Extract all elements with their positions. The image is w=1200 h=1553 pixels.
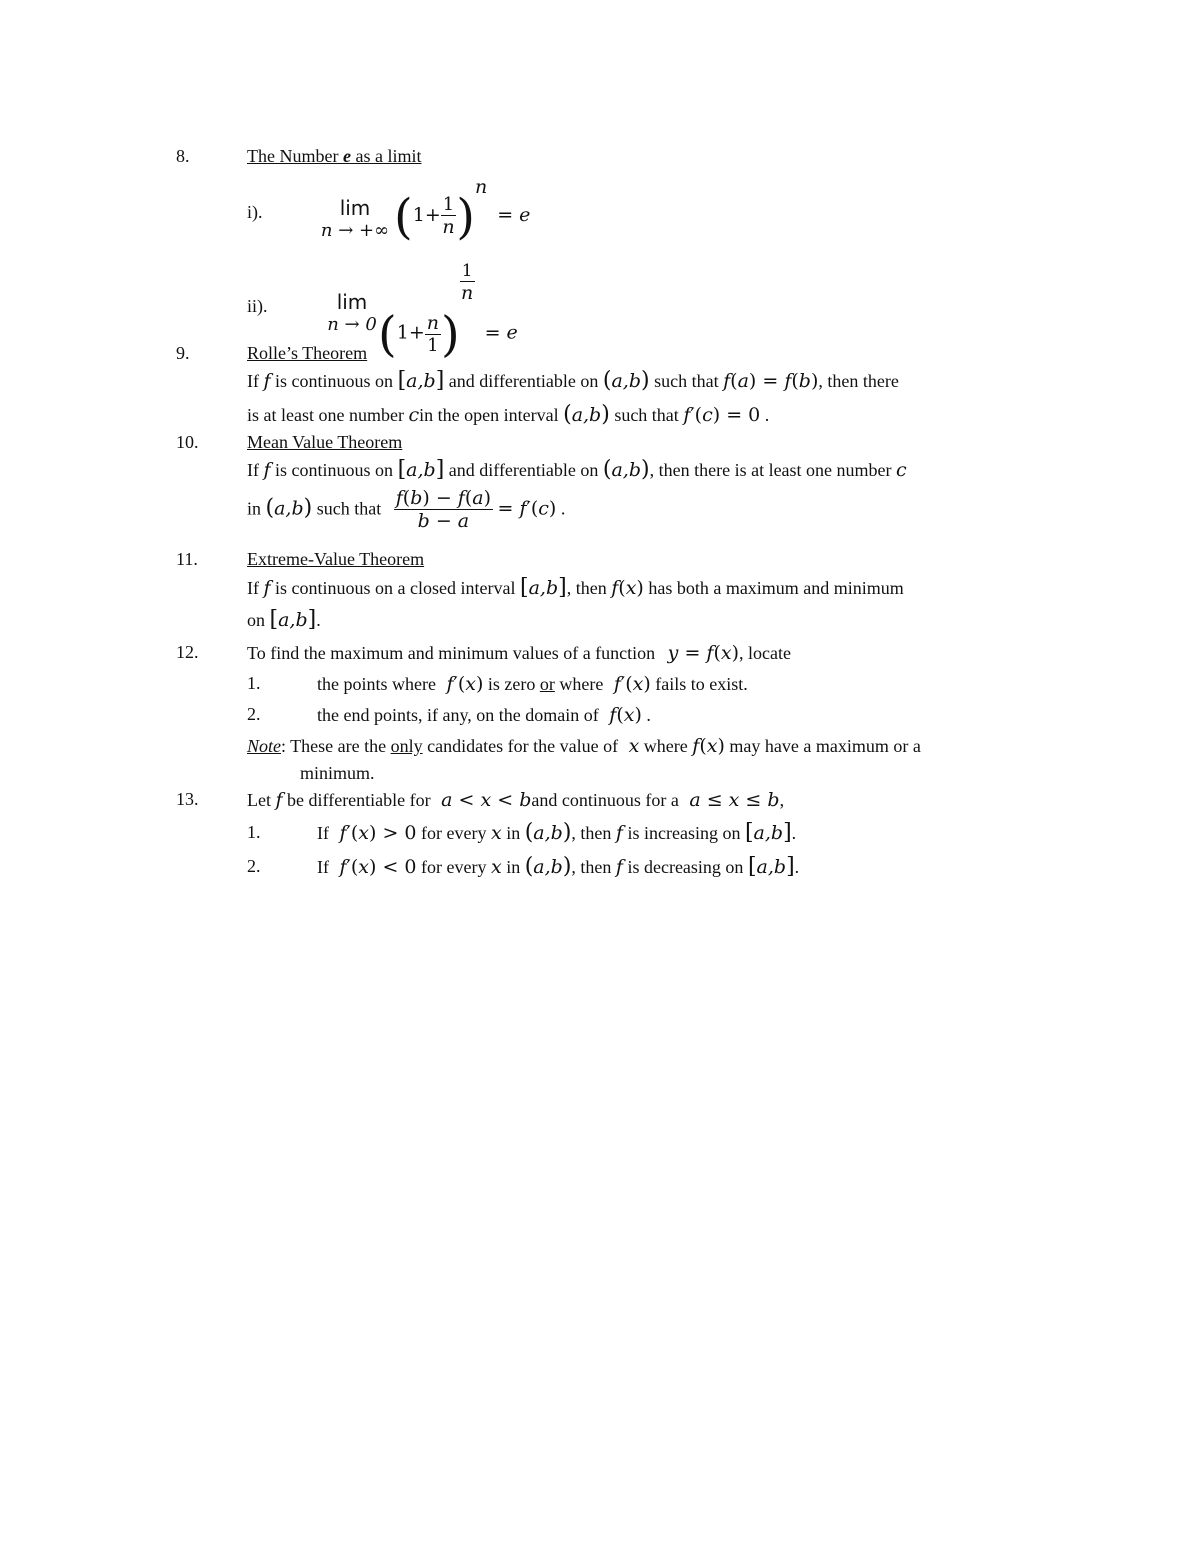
text: and continuous for a (531, 790, 679, 810)
theorem-line: on [a,b]. (247, 607, 321, 632)
text: is continuous on (275, 371, 394, 391)
note-line: minimum. (300, 763, 375, 783)
text: , locate (739, 643, 791, 663)
list-item: the points where f′(x) is zero or where f′(x) fails to exist. (317, 673, 748, 695)
section-number: 11. (176, 549, 198, 569)
text: where (559, 674, 604, 694)
formula-i: (1+ $\frac{1}{n}$ )$^n$= e (394, 176, 531, 245)
text: , then there is at least one number (649, 460, 892, 480)
text: , then (566, 578, 607, 598)
section-number: 13. (176, 789, 199, 809)
text: . (560, 498, 566, 519)
theorem-line: Let f be differentiable for a < x < band continuous for a a ≤ x ≤ b, (247, 789, 785, 811)
text: where (643, 736, 688, 756)
title-e: e (342, 146, 351, 166)
text: may have a maximum or a (729, 736, 921, 756)
section-title: Mean Value Theorem (247, 432, 403, 452)
list-number: 1. (247, 822, 261, 842)
theorem-line: If f is continuous on a closed interval [a,b], then f(x) has both a maximum and minimum (247, 575, 904, 600)
text: . (794, 857, 800, 877)
theorem-line: To find the maximum and minimum values of a function y = f(x), locate (247, 642, 791, 664)
text: for every (421, 823, 487, 843)
text: If (247, 578, 259, 598)
text: is increasing on (627, 823, 741, 843)
text: , then (571, 823, 612, 843)
list-item: the end points, if any, on the domain of f(x) . (317, 704, 651, 726)
formula-ii: (1+ $\frac{n}{1}$ ) $\frac{1}{n}$ = e (378, 261, 518, 363)
text: , then (571, 857, 612, 877)
text: To find the maximum and minimum values of a function (247, 643, 656, 663)
text: is continuous on a closed interval (275, 578, 516, 598)
theorem-line: in (a,b) such that $\frac{f(b) - f(a)}{b - a}$ = f′(c) . (247, 487, 566, 532)
text: : These are the (281, 736, 387, 756)
text: is decreasing on (627, 857, 744, 877)
section-number: 9. (176, 343, 190, 363)
text: the end points, if any, on the domain of (317, 705, 599, 725)
section-number: 8. (176, 146, 190, 166)
text: . (791, 823, 797, 843)
text: is continuous on (275, 460, 394, 480)
text: . (646, 705, 651, 725)
text: be differentiable for (287, 790, 431, 810)
note-line: Note: These are the only candidates for the value of x where f(x) may have a maximum or a (247, 735, 921, 757)
list-item: If f′(x) > 0 for every x in (a,b), then f is increasing on [a,b]. (317, 820, 797, 845)
list-number: 2. (247, 704, 261, 724)
note-label: Note (247, 736, 281, 756)
text: is at least one number (247, 405, 404, 425)
text: in (247, 498, 262, 519)
title-text: The Number (247, 146, 343, 166)
section-number: 10. (176, 432, 199, 452)
text: If (317, 823, 329, 843)
text: such that (614, 405, 679, 425)
lim-word: lim (339, 196, 371, 220)
text: , (779, 790, 785, 810)
text: such that (654, 371, 719, 391)
list-number: 2. (247, 856, 261, 876)
section-number: 12. (176, 642, 199, 662)
text: . (316, 610, 321, 630)
list-number: 1. (247, 673, 261, 693)
lim-subscript: n → +∞ (320, 220, 390, 241)
text: for every (421, 857, 487, 877)
text: fails to exist. (655, 674, 748, 694)
title-text: as a limit (350, 146, 422, 166)
section-title: Rolle’s Theorem (247, 343, 368, 363)
text: Let (247, 790, 271, 810)
lim-subscript: n → 0 (327, 314, 377, 335)
theorem-line: is at least one number cin the open interval (a,b) such that f′(c) = 0 . (247, 402, 770, 427)
lim-word: lim (336, 290, 368, 314)
text: only (390, 736, 423, 756)
formula-label: ii). (247, 296, 268, 316)
limit-operator (315, 196, 395, 241)
text: the points where (317, 674, 436, 694)
text: , then there (818, 371, 899, 391)
text: in the open interval (419, 405, 559, 425)
list-item: If f′(x) < 0 for every x in (a,b), then f is decreasing on [a,b]. (317, 854, 800, 879)
text: has both a maximum and minimum (648, 578, 904, 598)
text: and differentiable on (448, 460, 599, 480)
text: in (506, 823, 521, 843)
text: If (317, 857, 329, 877)
section-title: Extreme-Value Theorem (247, 549, 425, 569)
text: If (247, 460, 259, 480)
section-title (247, 146, 421, 167)
text: If (247, 371, 259, 391)
text: is zero (487, 674, 536, 694)
formula-label: i). (247, 202, 263, 222)
theorem-line: If f is continuous on [a,b] and differentiable on (a,b) such that f(a) = f(b), then there (247, 368, 899, 393)
text: such that (316, 498, 382, 519)
text: . (764, 405, 770, 425)
text: in (506, 857, 521, 877)
text: and differentiable on (448, 371, 599, 391)
text: on (247, 610, 265, 630)
title-part (247, 146, 421, 166)
text: candidates for the value of (427, 736, 619, 756)
theorem-line: If f is continuous on [a,b] and differentiable on (a,b), then there is at least one number c (247, 457, 907, 482)
text: or (539, 674, 555, 694)
